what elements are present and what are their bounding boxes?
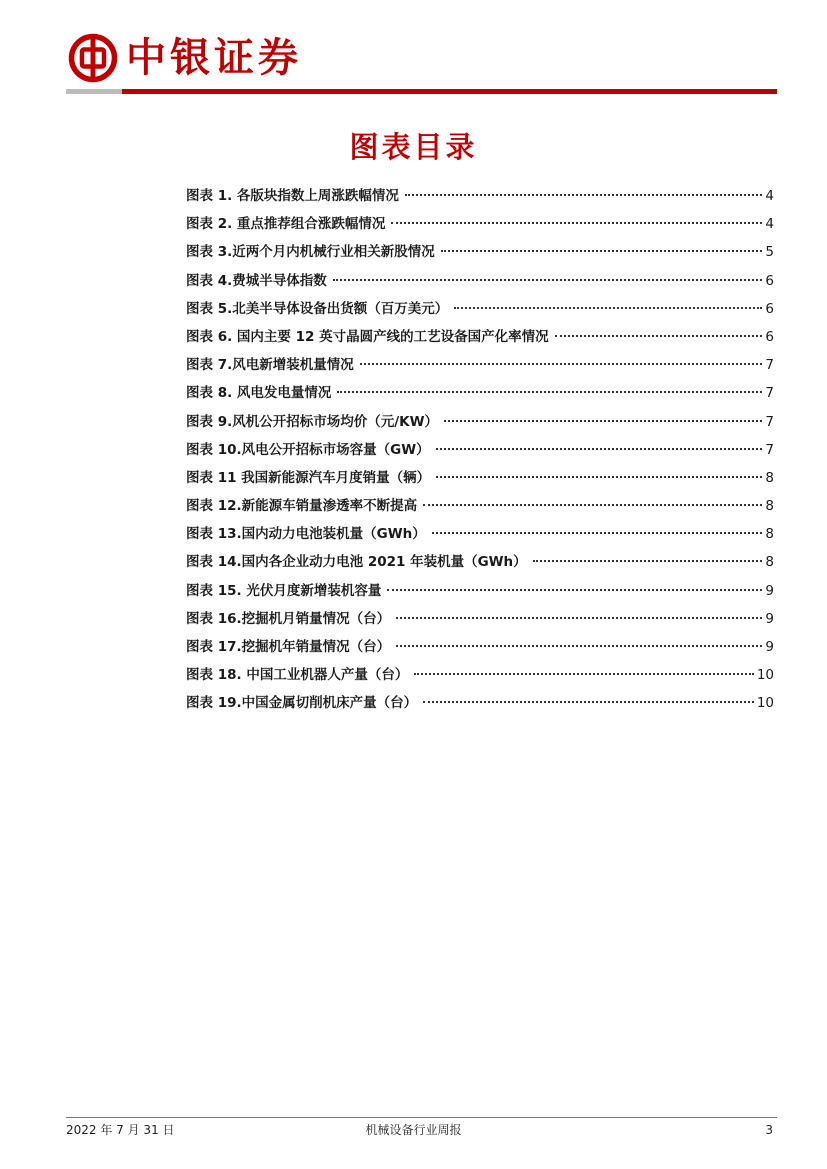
dot-leader bbox=[454, 307, 762, 309]
toc-entry-page: 6 bbox=[765, 272, 774, 289]
bank-of-china-logo-icon bbox=[68, 33, 118, 83]
toc-entry-page: 8 bbox=[765, 498, 774, 515]
dot-leader bbox=[333, 279, 763, 281]
footer-report-title: 机械设备行业周报 bbox=[365, 1123, 462, 1137]
dot-leader bbox=[337, 391, 762, 393]
toc-entry-label: 图表 1. 各版块指数上周涨跌幅情况 bbox=[186, 188, 399, 204]
toc-entry-page: 8 bbox=[765, 469, 774, 486]
toc-entry[interactable] bbox=[186, 210, 774, 238]
toc-entry-label: 图表 17.挖掘机年销量情况（台） bbox=[186, 639, 391, 655]
dot-leader bbox=[396, 645, 762, 647]
dot-leader bbox=[414, 673, 753, 675]
toc-list bbox=[186, 182, 774, 718]
toc-entry-label: 图表 10.风电公开招标市场容量（GW） bbox=[186, 441, 430, 458]
toc-entry[interactable] bbox=[186, 492, 774, 520]
toc-entry[interactable] bbox=[186, 351, 774, 379]
toc-entry-page: 10 bbox=[756, 695, 774, 712]
toc-entry[interactable] bbox=[186, 661, 774, 689]
toc-entry[interactable] bbox=[186, 182, 774, 210]
toc-entry[interactable] bbox=[186, 238, 774, 266]
toc-entry-page: 7 bbox=[765, 441, 774, 458]
toc-entry-page: 7 bbox=[765, 413, 774, 430]
toc-entry-page: 4 bbox=[765, 216, 774, 233]
toc-entry-label: 图表 14.国内各企业动力电池 2021 年装机量（GWh） bbox=[186, 554, 527, 571]
toc-entry-label: 图表 6. 国内主要 12 英寸晶圆产线的工艺设备国产化率情况 bbox=[186, 328, 549, 345]
toc-entry[interactable] bbox=[186, 408, 774, 436]
toc-entry-page: 7 bbox=[765, 385, 774, 402]
toc-entry[interactable] bbox=[186, 379, 774, 407]
dot-leader bbox=[436, 448, 763, 450]
toc-title: 图表目录 bbox=[349, 130, 478, 164]
toc-entry-label: 图表 16.挖掘机月销量情况（台） bbox=[186, 610, 391, 627]
toc-entry-page: 9 bbox=[765, 610, 774, 627]
toc-entry[interactable] bbox=[186, 605, 774, 633]
toc-entry[interactable] bbox=[186, 295, 774, 323]
toc-entry[interactable] bbox=[186, 464, 774, 492]
toc-entry-page: 6 bbox=[765, 300, 774, 317]
toc-entry-page: 8 bbox=[765, 554, 774, 571]
footer-rule bbox=[66, 1117, 777, 1118]
toc-entry[interactable] bbox=[186, 689, 774, 717]
footer-page-number: 3 bbox=[765, 1123, 773, 1137]
footer-date: 2022 年 7 月 31 日 bbox=[66, 1123, 175, 1137]
toc-entry-label: 图表 5.北美半导体设备出货额（百万美元） bbox=[186, 300, 449, 317]
toc-entry-label: 图表 8. 风电发电量情况 bbox=[186, 385, 332, 402]
toc-entry[interactable] bbox=[186, 436, 774, 464]
toc-entry-label: 图表 4.费城半导体指数 bbox=[186, 272, 327, 289]
toc-entry[interactable] bbox=[186, 520, 774, 548]
toc-entry-label: 图表 2. 重点推荐组合涨跌幅情况 bbox=[186, 216, 386, 233]
toc-entry-page: 7 bbox=[765, 357, 774, 374]
toc-entry[interactable] bbox=[186, 267, 774, 295]
toc-entry-page: 8 bbox=[765, 526, 774, 543]
toc-entry-label: 图表 18. 中国工业机器人产量（台） bbox=[186, 667, 409, 684]
toc-entry-label: 图表 19.中国金属切削机床产量（台） bbox=[186, 695, 418, 712]
toc-entry-page: 9 bbox=[765, 639, 774, 655]
brand-name: 中银证券 bbox=[126, 34, 302, 81]
toc-entry[interactable] bbox=[186, 548, 774, 576]
dot-leader bbox=[405, 194, 762, 196]
toc-entry-label: 图表 11 我国新能源汽车月度销量（辆） bbox=[186, 469, 431, 486]
toc-entry-page: 10 bbox=[756, 667, 774, 684]
toc-entry[interactable] bbox=[186, 577, 774, 605]
toc-entry-page: 9 bbox=[765, 582, 774, 599]
toc-entry-label: 图表 9.风机公开招标市场均价（元/KW） bbox=[186, 413, 439, 430]
dot-leader bbox=[441, 250, 763, 252]
toc-entry-label: 图表 13.国内动力电池装机量（GWh） bbox=[186, 526, 426, 543]
toc-entry-page: 6 bbox=[765, 328, 774, 345]
toc-entry-label: 图表 12.新能源车销量渗透率不断提高 bbox=[186, 498, 418, 515]
toc-entry-page: 4 bbox=[765, 188, 774, 204]
dot-leader bbox=[436, 476, 762, 478]
header-rule-red bbox=[122, 89, 777, 94]
dot-leader bbox=[387, 589, 762, 591]
dot-leader bbox=[423, 701, 754, 703]
toc-entry-label: 图表 15. 光伏月度新增装机容量 bbox=[186, 582, 382, 599]
toc-entry-label: 图表 7.风电新增装机量情况 bbox=[186, 357, 354, 374]
dot-leader bbox=[360, 363, 763, 365]
dot-leader bbox=[444, 420, 762, 422]
toc-entry-label: 图表 3.近两个月内机械行业相关新股情况 bbox=[186, 244, 435, 261]
dot-leader bbox=[391, 222, 762, 224]
dot-leader bbox=[423, 504, 762, 506]
dot-leader bbox=[533, 560, 763, 562]
dot-leader bbox=[432, 532, 763, 534]
header-rule-grey bbox=[66, 89, 122, 94]
toc-entry-page: 5 bbox=[765, 244, 774, 261]
toc-entry[interactable] bbox=[186, 633, 774, 661]
dot-leader bbox=[396, 617, 762, 619]
toc-entry[interactable] bbox=[186, 323, 774, 351]
dot-leader bbox=[555, 335, 763, 337]
